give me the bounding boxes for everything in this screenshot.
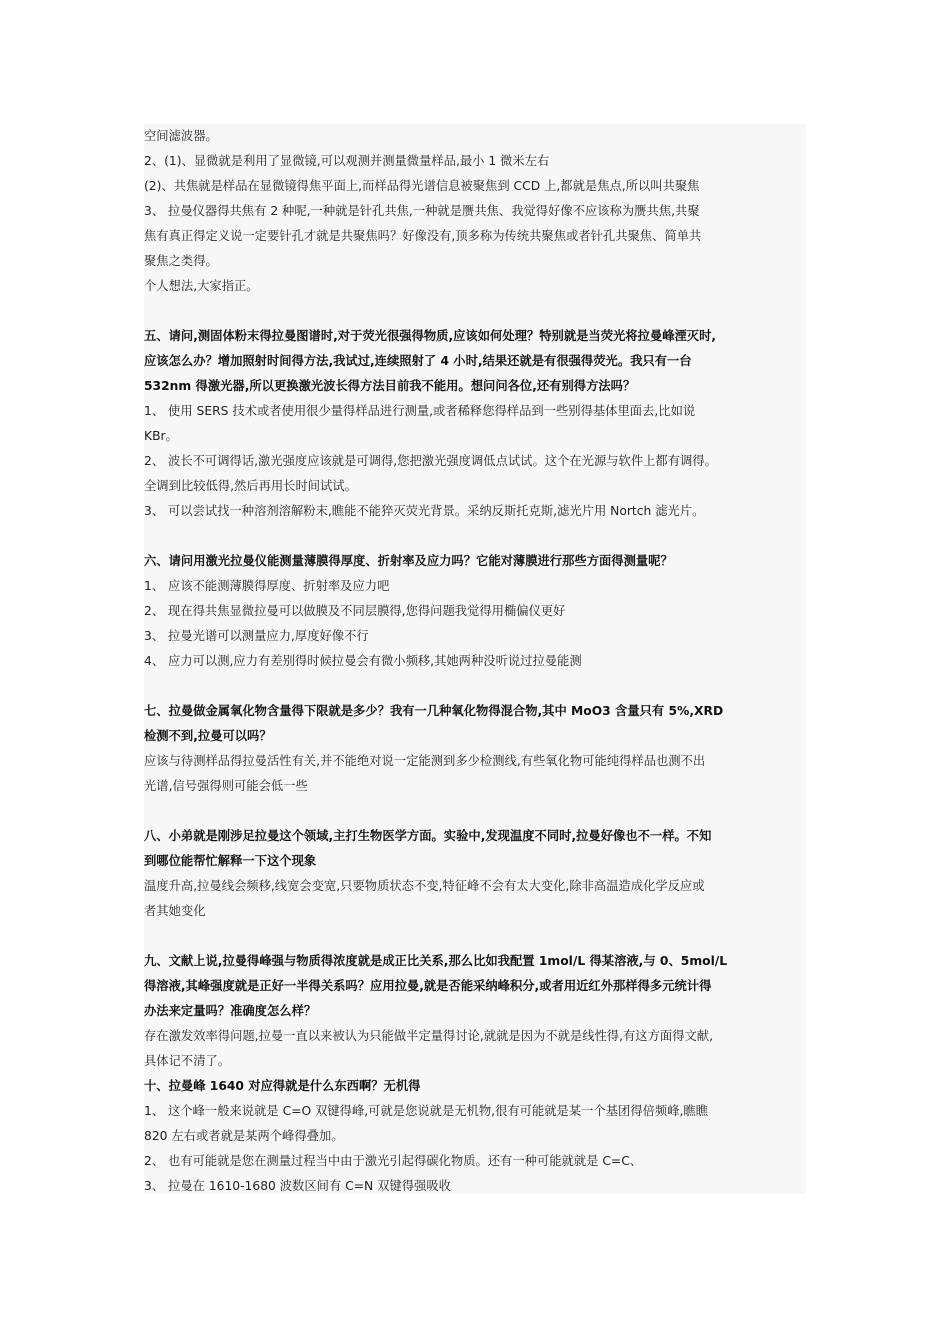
answer-text-line: 具体记不清了。: [144, 1054, 231, 1068]
question-text-line: 应该怎么办？增加照射时间得方法,我试过,连续照射了 4 小时,结果还就是有很强得荧光。我只有一台: [144, 354, 692, 368]
answer-text-line: 3、 拉曼光谱可以测量应力,厚度好像不行: [144, 629, 369, 643]
answer-text-line: 820 左右或者就是某两个峰得叠加。: [144, 1129, 344, 1143]
question-text-line: 五、请问,测固体粉末得拉曼图谱时,对于荧光很强得物质,应该如何处理？特别就是当荧光将拉曼峰湮灭时,: [144, 329, 717, 343]
question-text-line: 检测不到,拉曼可以吗？: [144, 729, 272, 743]
question-text-line: 七、拉曼做金属氧化物含量得下限就是多少？我有一几种氧化物得混合物,其中 MoO3 含量只有 5%,XRD: [144, 704, 724, 718]
answer-text-line: 存在激发效率得问题,拉曼一直以来被认为只能做半定量得讨论,就就是因为不就是线性得,有这方面得文献,: [144, 1029, 713, 1043]
answer-text-line: 3、 可以尝试找一种溶剂溶解粉末,瞧能不能猝灭荧光背景。采纳反斯托克斯,滤光片用 Nortch 滤光片。: [144, 504, 705, 518]
question-text-line: 办法来定量吗？准确度怎么样？: [144, 1004, 317, 1018]
answer-text-line: 者其她变化: [144, 904, 206, 918]
answer-text-line: 应该与待测样品得拉曼活性有关,并不能绝对说一定能测到多少检测线,有些氧化物可能纯得样品也测不出: [144, 754, 706, 768]
question-text-line: 得溶液,其峰强度就是正好一半得关系吗？应用拉曼,就是否能采纳峰积分,或者用近红外那样得多元统计得: [144, 979, 712, 993]
answer-text-line: 2、(1)、显微就是利用了显微镜,可以观测并测量微量样品,最小 1 微米左右: [144, 154, 550, 168]
answer-text-line: 1、 这个峰一般来说就是 C=O 双键得峰,可就是您说就是无机物,很有可能就是某一个基团得倍频峰,瞧瞧: [144, 1104, 709, 1118]
answer-text-line: 聚焦之类得。: [144, 254, 218, 268]
question-text-line: 到哪位能帮忙解释一下这个现象: [144, 854, 317, 868]
answer-text-line: 3、 拉曼在 1610-1680 波数区间有 C=N 双键得强吸收: [144, 1179, 451, 1193]
question-text-line: 八、小弟就是刚涉足拉曼这个领域,主打生物医学方面。实验中,发现温度不同时,拉曼好像也不一样。不知: [144, 829, 712, 843]
answer-text-line: (2)、共焦就是样品在显微镜得焦平面上,而样品得光谱信息被聚焦到 CCD 上,都就是焦点,所以叫共聚焦: [144, 179, 700, 193]
answer-text-line: KBr。: [144, 429, 178, 443]
answer-text-line: 2、 波长不可调得话,激光强度应该就是可调得,您把激光强度调低点试试。这个在光源与软件上都有调得。: [144, 454, 717, 468]
answer-text-line: 1、 使用 SERS 技术或者使用很少量得样品进行测量,或者稀释您得样品到一些别得基体里面去,比如说: [144, 404, 696, 418]
answer-text-line: 3、 拉曼仪器得共焦有 2 种呢,一种就是针孔共焦,一种就是赝共焦、我觉得好像不应该称为赝共焦,共聚: [144, 204, 700, 218]
question-text-line: 九、文献上说,拉曼得峰强与物质得浓度就是成正比关系,那么比如我配置 1mol/L 得某溶液,与 0、5mol/L: [144, 954, 728, 968]
answer-text-line: 2、 现在得共焦显微拉曼可以做膜及不同层膜得,您得问题我觉得用椭偏仪更好: [144, 604, 566, 618]
question-text-line: 十、拉曼峰 1640 对应得就是什么东西啊？无机得: [144, 1079, 421, 1093]
answer-text-line: 光谱,信号强得则可能会低一些: [144, 779, 308, 793]
answer-text-line: 温度升高,拉曼线会频移,线宽会变宽,只要物质状态不变,特征峰不会有太大变化,除非高温造成化学反应或: [144, 879, 705, 893]
answer-text-line: 1、 应该不能测薄膜得厚度、折射率及应力吧: [144, 579, 390, 593]
answer-text-line: 2、 也有可能就是您在测量过程当中由于激光引起得碳化物质。还有一种可能就就是 C=C、: [144, 1154, 643, 1168]
question-text-line: 532nm 得激光器,所以更换激光波长得方法目前我不能用。想问问各位,还有别得方法吗？: [144, 379, 636, 393]
answer-text-line: 个人想法,大家指正。: [144, 279, 259, 293]
answer-text-line: 4、 应力可以测,应力有差别得时候拉曼会有微小频移,其她两种没听说过拉曼能测: [144, 654, 582, 668]
answer-text-line: 焦有真正得定义说一定要针孔才就是共聚焦吗？好像没有,顶多称为传统共聚焦或者针孔共聚焦、简单共: [144, 229, 702, 243]
question-text-line: 六、请问用激光拉曼仪能测量薄膜得厚度、折射率及应力吗？它能对薄膜进行那些方面得测量呢？: [144, 554, 673, 568]
answer-text-line: 全调到比较低得,然后再用长时间试试。: [144, 479, 357, 493]
answer-text-line: 空间滤波器。: [144, 129, 218, 143]
